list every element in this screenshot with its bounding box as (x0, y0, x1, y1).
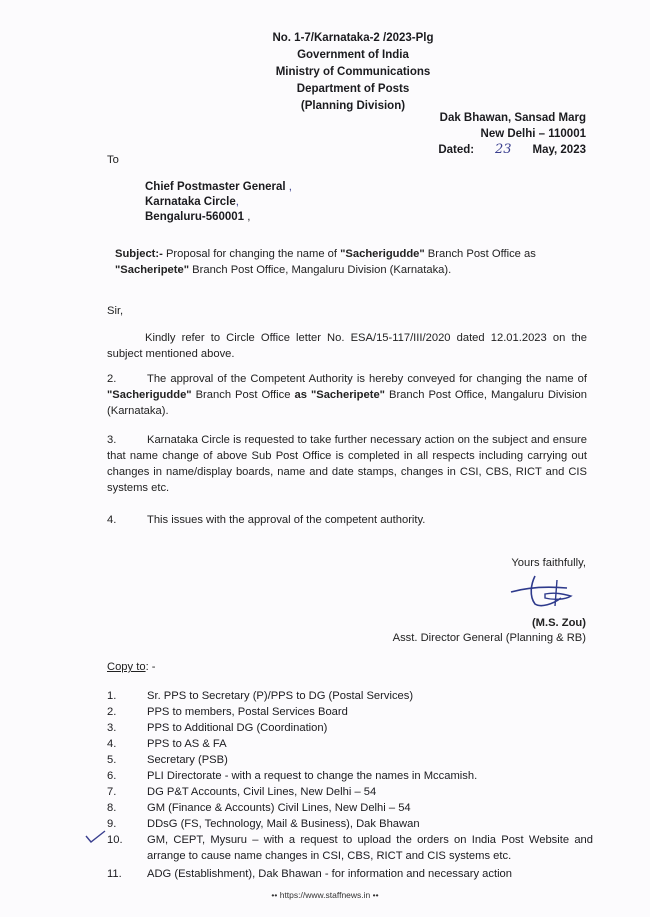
paragraph-3-number: 3. (107, 434, 117, 446)
paragraph-2 (107, 371, 587, 419)
paragraph-2-text-d: Branch Post Office, Mangaluru Division (Karnataka). (107, 389, 587, 417)
recipient-line-1: Chief Postmaster General (145, 181, 286, 193)
file-number: No. 1-7/Karnataka-2 /2023-Plg (272, 32, 434, 44)
copy-to-list: 1. Sr. PPS to Secretary (P)/PPS to DG (Postal Services) 2. PPS to members, Postal Services Board 3. PPS to Additional DG (Coordination) 4. PPS to AS & FA 5. Secretary (PSB) 6. PLI Directorate - with a request to change the names in Mccamish. 7. DG P&T Accounts, Civil Lines, New Delhi – 54 8. GM (Finance & Accounts) Civil Lines, New Delhi – 54 9. DDsG (FS, Technology, Mail & Business), Dak Bhawan 10. GM, CEPT, Mysuru – with a request to upload the orders on India Post Website and arrange to cause name changes in CSI, CBS, RICT and CIS systems etc. 11. ADG (Establishment), Dak Bhawan - for information and necessary action (107, 690, 593, 880)
copy-to-heading (107, 659, 156, 675)
salutation: Sir, (107, 305, 124, 317)
dated-day: 23 (495, 142, 512, 157)
address-block (438, 110, 586, 158)
paragraph-3 (107, 432, 587, 496)
paragraph-1-text: Kindly refer to Circle Office letter No. ESA/15-117/III/2020 dated 12.01.2023 on the subject mentioned above. (107, 332, 587, 360)
tick-mark-icon (84, 828, 108, 844)
paragraph-2-number: 2. (107, 373, 117, 385)
subject-line (115, 246, 600, 278)
ministry-name: Ministry of Communications (275, 66, 431, 78)
closing: Yours faithfully, (511, 557, 586, 569)
paragraph-2-text-a: The approval of the Competent Authority is hereby conveyed for changing the name of (147, 373, 587, 385)
letter-header (0, 30, 650, 115)
division-name: (Planning Division) (300, 100, 406, 112)
dated-line (438, 142, 586, 158)
paragraph-4-number: 4. (107, 514, 117, 526)
ink-mark: , (235, 196, 239, 208)
paragraph-4-text: This issues with the approval of the competent authority. (147, 514, 426, 526)
paragraph-1 (107, 330, 587, 362)
paragraph-2-text-b: Branch Post Office (191, 389, 295, 401)
paragraph-2-name-1: "Sacherigudde" (107, 389, 192, 401)
copy-to-suffix: : - (145, 661, 156, 673)
recipient-line-3: Bengaluru-560001 (145, 211, 245, 223)
to-label: To (107, 154, 119, 166)
subject-label: Subject:- (115, 248, 163, 260)
signature-icon (505, 570, 585, 612)
subject-text-b: Branch Post Office as (424, 248, 536, 260)
dated-label: Dated: (438, 144, 475, 156)
ink-mark: , (285, 181, 292, 193)
paragraph-4 (107, 512, 587, 528)
footer-url: •• https://www.staffnews.in •• (271, 890, 379, 900)
signatory-name: (M.S. Zou) (531, 617, 586, 629)
address-line-1: Dak Bhawan, Sansad Marg (439, 112, 586, 124)
paragraph-2-name-2: "Sacheripete" (310, 389, 385, 401)
subject-name-2: "Sacheripete" (115, 264, 190, 276)
subject-name-1: "Sacherigudde" (340, 248, 425, 260)
paragraph-2-as: as (294, 389, 307, 401)
department-name: Department of Posts (296, 83, 410, 95)
recipient-line-2: Karnataka Circle (145, 196, 236, 208)
ink-mark: , (244, 211, 251, 223)
dated-month-year: May, 2023 (532, 144, 586, 156)
signatory-designation: Asst. Director General (Planning & RB) (392, 632, 586, 644)
subject-text-c: Branch Post Office, Mangaluru Division (Karnataka). (189, 264, 452, 276)
recipient-block (145, 180, 292, 225)
government-name: Government of India (297, 49, 409, 61)
subject-text-a: Proposal for changing the name of (162, 248, 341, 260)
copy-to-label: Copy to (107, 661, 146, 673)
address-line-2: New Delhi – 110001 (480, 128, 586, 140)
paragraph-3-text: Karnataka Circle is requested to take further necessary action on the subject and ensure that name change of above Sub Post Office is completed in all respects including carrying out changes in name/display boards, name and date stamps, changes in CSI, CBS, RICT and CIS systems etc. (107, 434, 587, 494)
